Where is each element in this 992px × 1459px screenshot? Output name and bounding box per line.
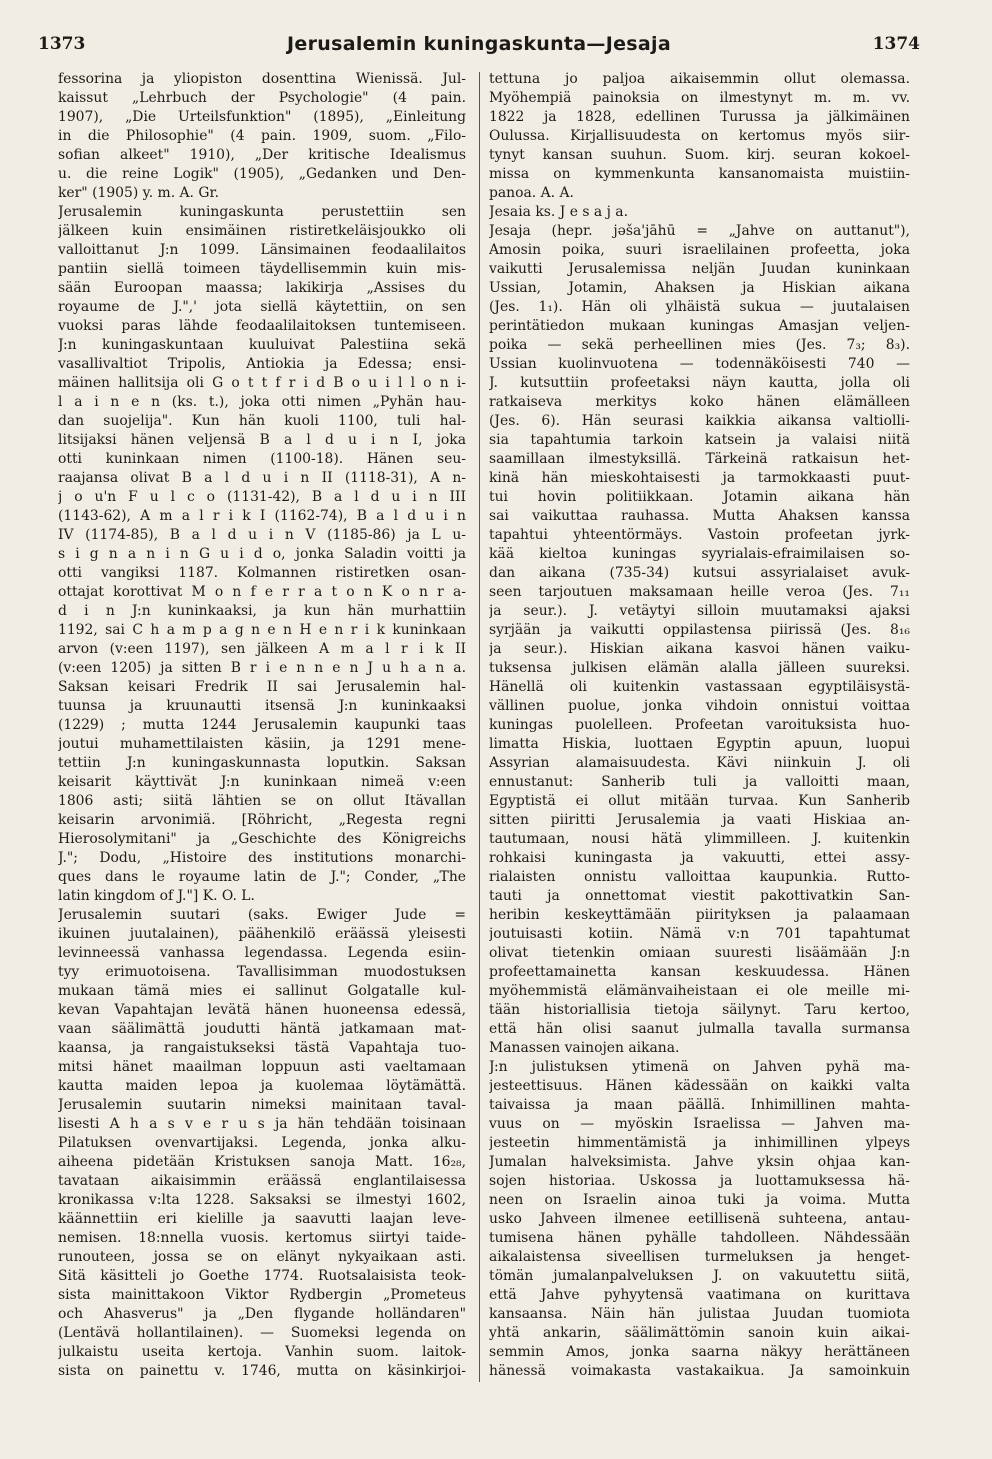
text-line: ratkaiseva merkitys koko hänen elämälleen xyxy=(489,394,910,410)
text-line: jälkeen kuin ensimäinen ristiretkeläisjoukko oli xyxy=(58,223,466,239)
text-line: vuoksi paras lähde feodaalilaitoksen tuntemiseen. xyxy=(58,318,466,334)
text-line: keisarin arvonimiä. [Röhricht, „Regesta regni xyxy=(58,812,466,828)
text-line: tavataan aikaisimmin eräässä englantilaisessa xyxy=(58,1173,466,1189)
text-line: tumisena hänen pyhälle tahdolleen. Nähdessään xyxy=(489,1230,910,1246)
text-line: sista mainittakoon Viktor Rydbergin „Prometeus xyxy=(58,1287,466,1303)
text-line: (v:een 1205) ja sitten B r i e n n e n J u h a n a. xyxy=(58,660,466,676)
text-line: J. kutsuttiin profeetaksi näyn kautta, jolla oli xyxy=(489,375,910,391)
text-line: valloittanut J:n 1099. Länsimainen feodaalilaitos xyxy=(58,242,466,258)
text-line: Assyrian alamaisuudesta. Kävi niinkuin J. oli xyxy=(489,755,910,771)
text-line: 1806 asti; siitä lähtien se on ollut Itävallan xyxy=(58,793,466,809)
text-line: neen on Israelin ainoa tuki ja voima. Mutta xyxy=(489,1192,910,1208)
text-line: myöhemmistä elämänvaiheistaan ei ole meille mi- xyxy=(489,983,910,999)
text-line: Myöhempiä painoksia on ilmestynyt m. m. vv. xyxy=(489,90,910,106)
text-line: kuningas puolelleen. Profeetan varoituksista huo- xyxy=(489,717,910,733)
text-line: mitsi hänet maailman loppuun asti vaeltamaan xyxy=(58,1059,466,1075)
text-line: tuksensa julkisen elämän alalla jälleen suureksi. xyxy=(489,660,910,676)
text-line: tettuna jo paljoa aikaisemmin ollut olemassa. xyxy=(489,71,910,87)
text-line: vällinen puolue, jonka vihdoin onnistui voittaa xyxy=(489,698,910,714)
text-line: tapahtui yhteentörmäys. Vastoin profeetan jyrk- xyxy=(489,527,910,543)
text-line: tauti ja onnettomat viestit pakottivatkin San- xyxy=(489,888,910,904)
text-line: mäinen hallitsija oli G o t t f r i d B o u i l l o n i- xyxy=(58,375,466,391)
text-line: royaume de J.",' jota siellä käytettiin, on sen xyxy=(58,299,466,315)
text-line: Oulussa. Kirjallisuudesta on kertomus myös siir- xyxy=(489,128,910,144)
text-line: J:n julistuksen ytimenä on Jahven pyhä ma- xyxy=(489,1059,910,1075)
text-line: ottajat korottivat M o n f e r r a t o n K o n r a- xyxy=(58,584,466,600)
text-line: sia tapahtumia tarkoin katsein ja valaisi niitä xyxy=(489,432,910,448)
text-line: aiheena pidetään Kristuksen sanoja Matt. 16₂₈, xyxy=(58,1154,466,1170)
running-header xyxy=(38,30,920,64)
text-line: saamillaan ilmestyksillä. Tärkeinä ratkaisun het- xyxy=(489,451,910,467)
text-line: perintätiedon mukaan kuningas Amasjan veljen- xyxy=(489,318,910,334)
text-line: semmin Amos, jonka saarna näkyy herättäneen xyxy=(489,1344,910,1360)
text-line: syrjään ja vaikutti oppilastensa piirissä (Jes. 8₁₆ xyxy=(489,622,910,638)
text-line: julkaistu useita kertoja. Vanhin suom. laitok- xyxy=(58,1344,466,1360)
text-line: limatta Hiskia, luottaen Egyptin apuun, luopui xyxy=(489,736,910,752)
text-line: olivat tietenkin omiaan suuresti lisäämään J:n xyxy=(489,945,910,961)
text-line: tuunsa ja kruunautti itsensä J:n kuninkaaksi xyxy=(58,698,466,714)
column-divider xyxy=(479,72,480,1382)
running-title: Jerusalemin kuningaskunta—Jesaja xyxy=(287,33,671,55)
text-line: Hänellä oli kuitenkin vastassaan egyptiläisystä- xyxy=(489,679,910,695)
text-line: keisarit käyttivät J:n kuninkaan nimeä v:een xyxy=(58,774,466,790)
text-line: sojen historiaa. Uskossa ja luottamuksessa hä- xyxy=(489,1173,910,1189)
text-line: tui hovin politiikkaan. Jotamin aikana hän xyxy=(489,489,910,505)
text-line: Jesaja (hepr. jəša'jāhū = „Jahve on auttanut"), xyxy=(489,223,910,239)
text-line: 1907), „Die Urteilsfunktion" (1895), „Einleitung xyxy=(58,109,466,125)
text-line: arvon (v:een 1197), sen jälkeen A m a l r i k II xyxy=(58,641,466,657)
text-line: litsijaksi hänen veljensä B a l d u i n I, joka xyxy=(58,432,466,448)
text-line: latin kingdom of J."] K. O. L. xyxy=(58,888,255,904)
text-line: ja seur.). Hiskian aikana kasvoi hänen vaiku- xyxy=(489,641,910,657)
text-line: fessorina ja yliopiston dosenttina Wienissä. Jul- xyxy=(58,71,466,87)
text-line: usko Jahveen ilmenee eetillisenä suhteena, antau- xyxy=(489,1211,910,1227)
text-line: tään historiallisia tietoja säilynyt. Taru kertoo, xyxy=(489,1002,910,1018)
text-line: ikuinen juutalainen), päähenkilö eräässä yleisesti xyxy=(58,926,466,942)
text-line: d i n J:n kuninkaaksi, ja kun hän murhattiin xyxy=(58,603,466,619)
text-line: Amosin poika, suuri israelilainen profeetta, joka xyxy=(489,242,910,258)
text-line: otti vangiksi 1187. Kolmannen ristiretken osan- xyxy=(58,565,466,581)
text-line: ja seur.). J. vetäytyi silloin muutamaksi ajaksi xyxy=(489,603,910,619)
text-line: (1229) ; mutta 1244 Jerusalemin kaupunki taas xyxy=(58,717,466,733)
text-line: Hierosolymitani" ja „Geschichte des Königreichs xyxy=(58,831,466,847)
text-line: IV (1174-85), B a l d u i n V (1185-86) ja L u- xyxy=(58,527,466,543)
text-line: sään Euroopan maassa; lakikirja „Assises du xyxy=(58,280,466,296)
text-line: taivaissa ja maan päällä. Inhimillinen mahta- xyxy=(489,1097,910,1113)
text-line: dan suojelija". Kun hän kuoli 1100, tuli hal- xyxy=(58,413,466,429)
text-line: kaissut „Lehrbuch der Psychologie" (4 pain. xyxy=(58,90,466,106)
text-line: pantiin siellä toimeen täydellisemmin kuin mis- xyxy=(58,261,466,277)
text-line: jesteetin himmentämistä ja inhimillinen ylpeys xyxy=(489,1135,910,1151)
text-line: sai vaikuttaa rauhassa. Mutta Ahaksen kanssa xyxy=(489,508,910,524)
text-line: tyy erimuotoisena. Tavallisimman muodostuksen xyxy=(58,964,466,980)
text-line: sista on painettu v. 1746, mutta on käsinkirjoi- xyxy=(58,1363,466,1379)
text-line: joutui muhamettilaisten käsiin, ja 1291 mene- xyxy=(58,736,466,752)
text-line: kinä hän mieskohtaisesti ja tarmokkaasti puut- xyxy=(489,470,910,486)
text-line: kää kieltoa kuningas syyrialais-efraimilaisen so- xyxy=(489,546,910,562)
text-line: aikalaistensa siveellisen turmeluksen ja henget- xyxy=(489,1249,910,1265)
text-line: (Jes. 6). Hän seurasi kaikkia aikansa valtiolli- xyxy=(489,413,910,429)
text-line: vuus on — myöskin Israelissa — Jahven ma- xyxy=(489,1116,910,1132)
text-line: joutuisasti kotiin. Nämä v:n 701 tapahtumat xyxy=(489,926,910,942)
text-line: Jerusalemin suutarin nimeksi mainitaan taval- xyxy=(58,1097,466,1113)
text-line: Jesaia ks. J e s a j a. xyxy=(489,204,628,220)
text-line: Saksan keisari Fredrik II sai Jerusalemin hal- xyxy=(58,679,466,695)
text-line: u. die reine Logik" (1905), „Gedanken und Den- xyxy=(58,166,466,182)
text-line: (Jes. 1₁). Hän oli ylhäistä sukua — juutalaisen xyxy=(489,299,910,315)
text-line: sitten piiritti Jerusalemia ja vaati Hiskiaa an- xyxy=(489,812,910,828)
text-line: seen tarjoutuen maksamaan heille veroa (Jes. 7₁₁ xyxy=(489,584,910,600)
page-number-right: 1374 xyxy=(872,34,920,54)
text-line: (1143-62), A m a l r i k I (1162-74), B a l d u i n xyxy=(58,508,466,524)
text-line: otti kuninkaan nimen (1100-18). Hänen seu- xyxy=(58,451,466,467)
text-line: käännettiin eri kielille ja saavutti laajan leve- xyxy=(58,1211,466,1227)
text-line: runouteen, jossa se on elänyt nykyaikaan asti. xyxy=(58,1249,466,1265)
text-line: tynyt kansan suuhun. Suom. kirj. seuran kokoel- xyxy=(489,147,910,163)
text-line: yhtä ankarin, säälimättömin sanoin kuin aikai- xyxy=(489,1325,910,1341)
text-line: heribin keskeyttämään piirityksen ja palaamaan xyxy=(489,907,910,923)
text-line: Jumalan halveksimista. Jahve yksin ohjaa kan- xyxy=(489,1154,910,1170)
text-line: rialaisten onnistu valloittaa kaupunkia. Rutto- xyxy=(489,869,910,885)
text-line: että Jahve pyhyytensä vaatimana on kurittava xyxy=(489,1287,910,1303)
text-line: hänessä voimakasta vastakaikua. Ja samoinkuin xyxy=(489,1363,910,1379)
text-line: kansaansa. Näin hän julistaa Juudan tuomiota xyxy=(489,1306,910,1322)
text-line: och Ahasverus" ja „Den flygande holländaren" xyxy=(58,1306,466,1322)
text-line: sofian alkeet" 1910), „Der kritische Idealismus xyxy=(58,147,466,163)
text-line: vaikutti Jerusalemissa neljän Juudan kuninkaan xyxy=(489,261,910,277)
text-line: kautta maiden lepoa ja kuolemaa löytämättä. xyxy=(58,1078,466,1094)
text-line: Ussian, Jotamin, Ahaksen ja Hiskian aikana xyxy=(489,280,910,296)
text-line: Pilatuksen ovenvartijaksi. Legenda, jonka alku- xyxy=(58,1135,466,1151)
text-line: J."; Dodu, „Histoire des institutions monarchi- xyxy=(58,850,466,866)
right-column xyxy=(489,70,910,1381)
text-line: nemisen. 18:nnella vuosis. kertomus siirtyi taide- xyxy=(58,1230,466,1246)
text-line: in die Philosophie" (4 pain. 1909, suom. „Filo- xyxy=(58,128,466,144)
text-line: ques dans le royaume latin de J."; Conder, „The xyxy=(58,869,466,885)
text-line: jesteettisuus. Hänen kädessään on kaikki valta xyxy=(489,1078,910,1094)
text-line: vasallivaltiot Tripolis, Antiokia ja Edessa; ensi- xyxy=(58,356,466,372)
text-line: Jerusalemin suutari (saks. Ewiger Jude = xyxy=(58,907,466,923)
text-line: että hän olisi saanut julmalla tavalla surmansa xyxy=(489,1021,910,1037)
text-line: levinneessä vanhassa legendassa. Legenda esiin- xyxy=(58,945,466,961)
text-line: 1192, sai C h a m p a g n e n H e n r i k kuninkaan xyxy=(58,622,466,638)
text-line: Ussian kuolinvuotena — todennäköisesti 740 — xyxy=(489,356,910,372)
text-line: kronikassa v:lta 1228. Saksaksi se ilmestyi 1602, xyxy=(58,1192,466,1208)
text-line: vaan säälimättä joudutti häntä jatkamaan mat- xyxy=(58,1021,466,1037)
text-line: poika — sekä perheellinen mies (Jes. 7₃; 8₃). xyxy=(489,337,910,353)
text-line: J:n kuningaskuntaan kuuluivat Palestiina sekä xyxy=(58,337,466,353)
text-line: missa on kymmenkunta kansanomaista muistiin- xyxy=(489,166,910,182)
text-line: ennustanut: Sanherib tuli ja valloitti maan, xyxy=(489,774,910,790)
text-line: dan aikana (735-34) kutsui assyrialaiset avuk- xyxy=(489,565,910,581)
text-line: lisesti A h a s v e r u s ja hän tehdään toisinaan xyxy=(58,1116,466,1132)
text-line: raajansa olivat B a l d u i n II (1118-31), A n- xyxy=(58,470,466,486)
text-line: s i g n a n i n G u i d o, jonka Saladin voitti ja xyxy=(58,546,466,562)
text-line: j o u'n F u l c o (1131-42), B a l d u i n III xyxy=(58,489,466,505)
text-line: 1822 ja 1828, edellinen Turussa ja jälkimäinen xyxy=(489,109,910,125)
text-line: (Lentävä hollantilainen). — Suomeksi legenda on xyxy=(58,1325,466,1341)
text-line: l a i n e n (ks. t.), joka otti nimen „Pyhän hau- xyxy=(58,394,466,410)
text-line: Egyptistä ei ollut mitään turvaa. Kun Sanherib xyxy=(489,793,910,809)
page-number-left: 1373 xyxy=(38,34,86,54)
text-line: tautumaan, nousi hätä ylimmilleen. J. kuitenkin xyxy=(489,831,910,847)
text-line: tettiin J:n kuningaskunnasta loputkin. Saksan xyxy=(58,755,466,771)
text-line: ker" (1905) y. m. A. Gr. xyxy=(58,185,220,201)
text-line: Jerusalemin kuningaskunta perustettiin sen xyxy=(58,204,466,220)
text-line: Sitä käsitteli jo Goethe 1774. Ruotsalaisista teok- xyxy=(58,1268,466,1284)
text-line: tömän jumalanpalveluksen J. on vakuutettu siitä, xyxy=(489,1268,910,1284)
left-column xyxy=(58,70,466,1381)
text-line: kaansa, ja rangaistukseksi tästä Vapahtaja tuo- xyxy=(58,1040,466,1056)
text-line: kevan Vapahtajan levätä hänen huoneensa edessä, xyxy=(58,1002,466,1018)
text-line: Manassen vainojen aikana. xyxy=(489,1040,680,1056)
text-line: panoa. A. A. xyxy=(489,185,574,201)
text-line: profeettamainetta kansan keskuudessa. Hänen xyxy=(489,964,910,980)
text-line: rohkaisi kuningasta ja vakuutti, ettei assy- xyxy=(489,850,910,866)
text-line: mukaan tämä mies ei sallinut Golgatalle kul- xyxy=(58,983,466,999)
